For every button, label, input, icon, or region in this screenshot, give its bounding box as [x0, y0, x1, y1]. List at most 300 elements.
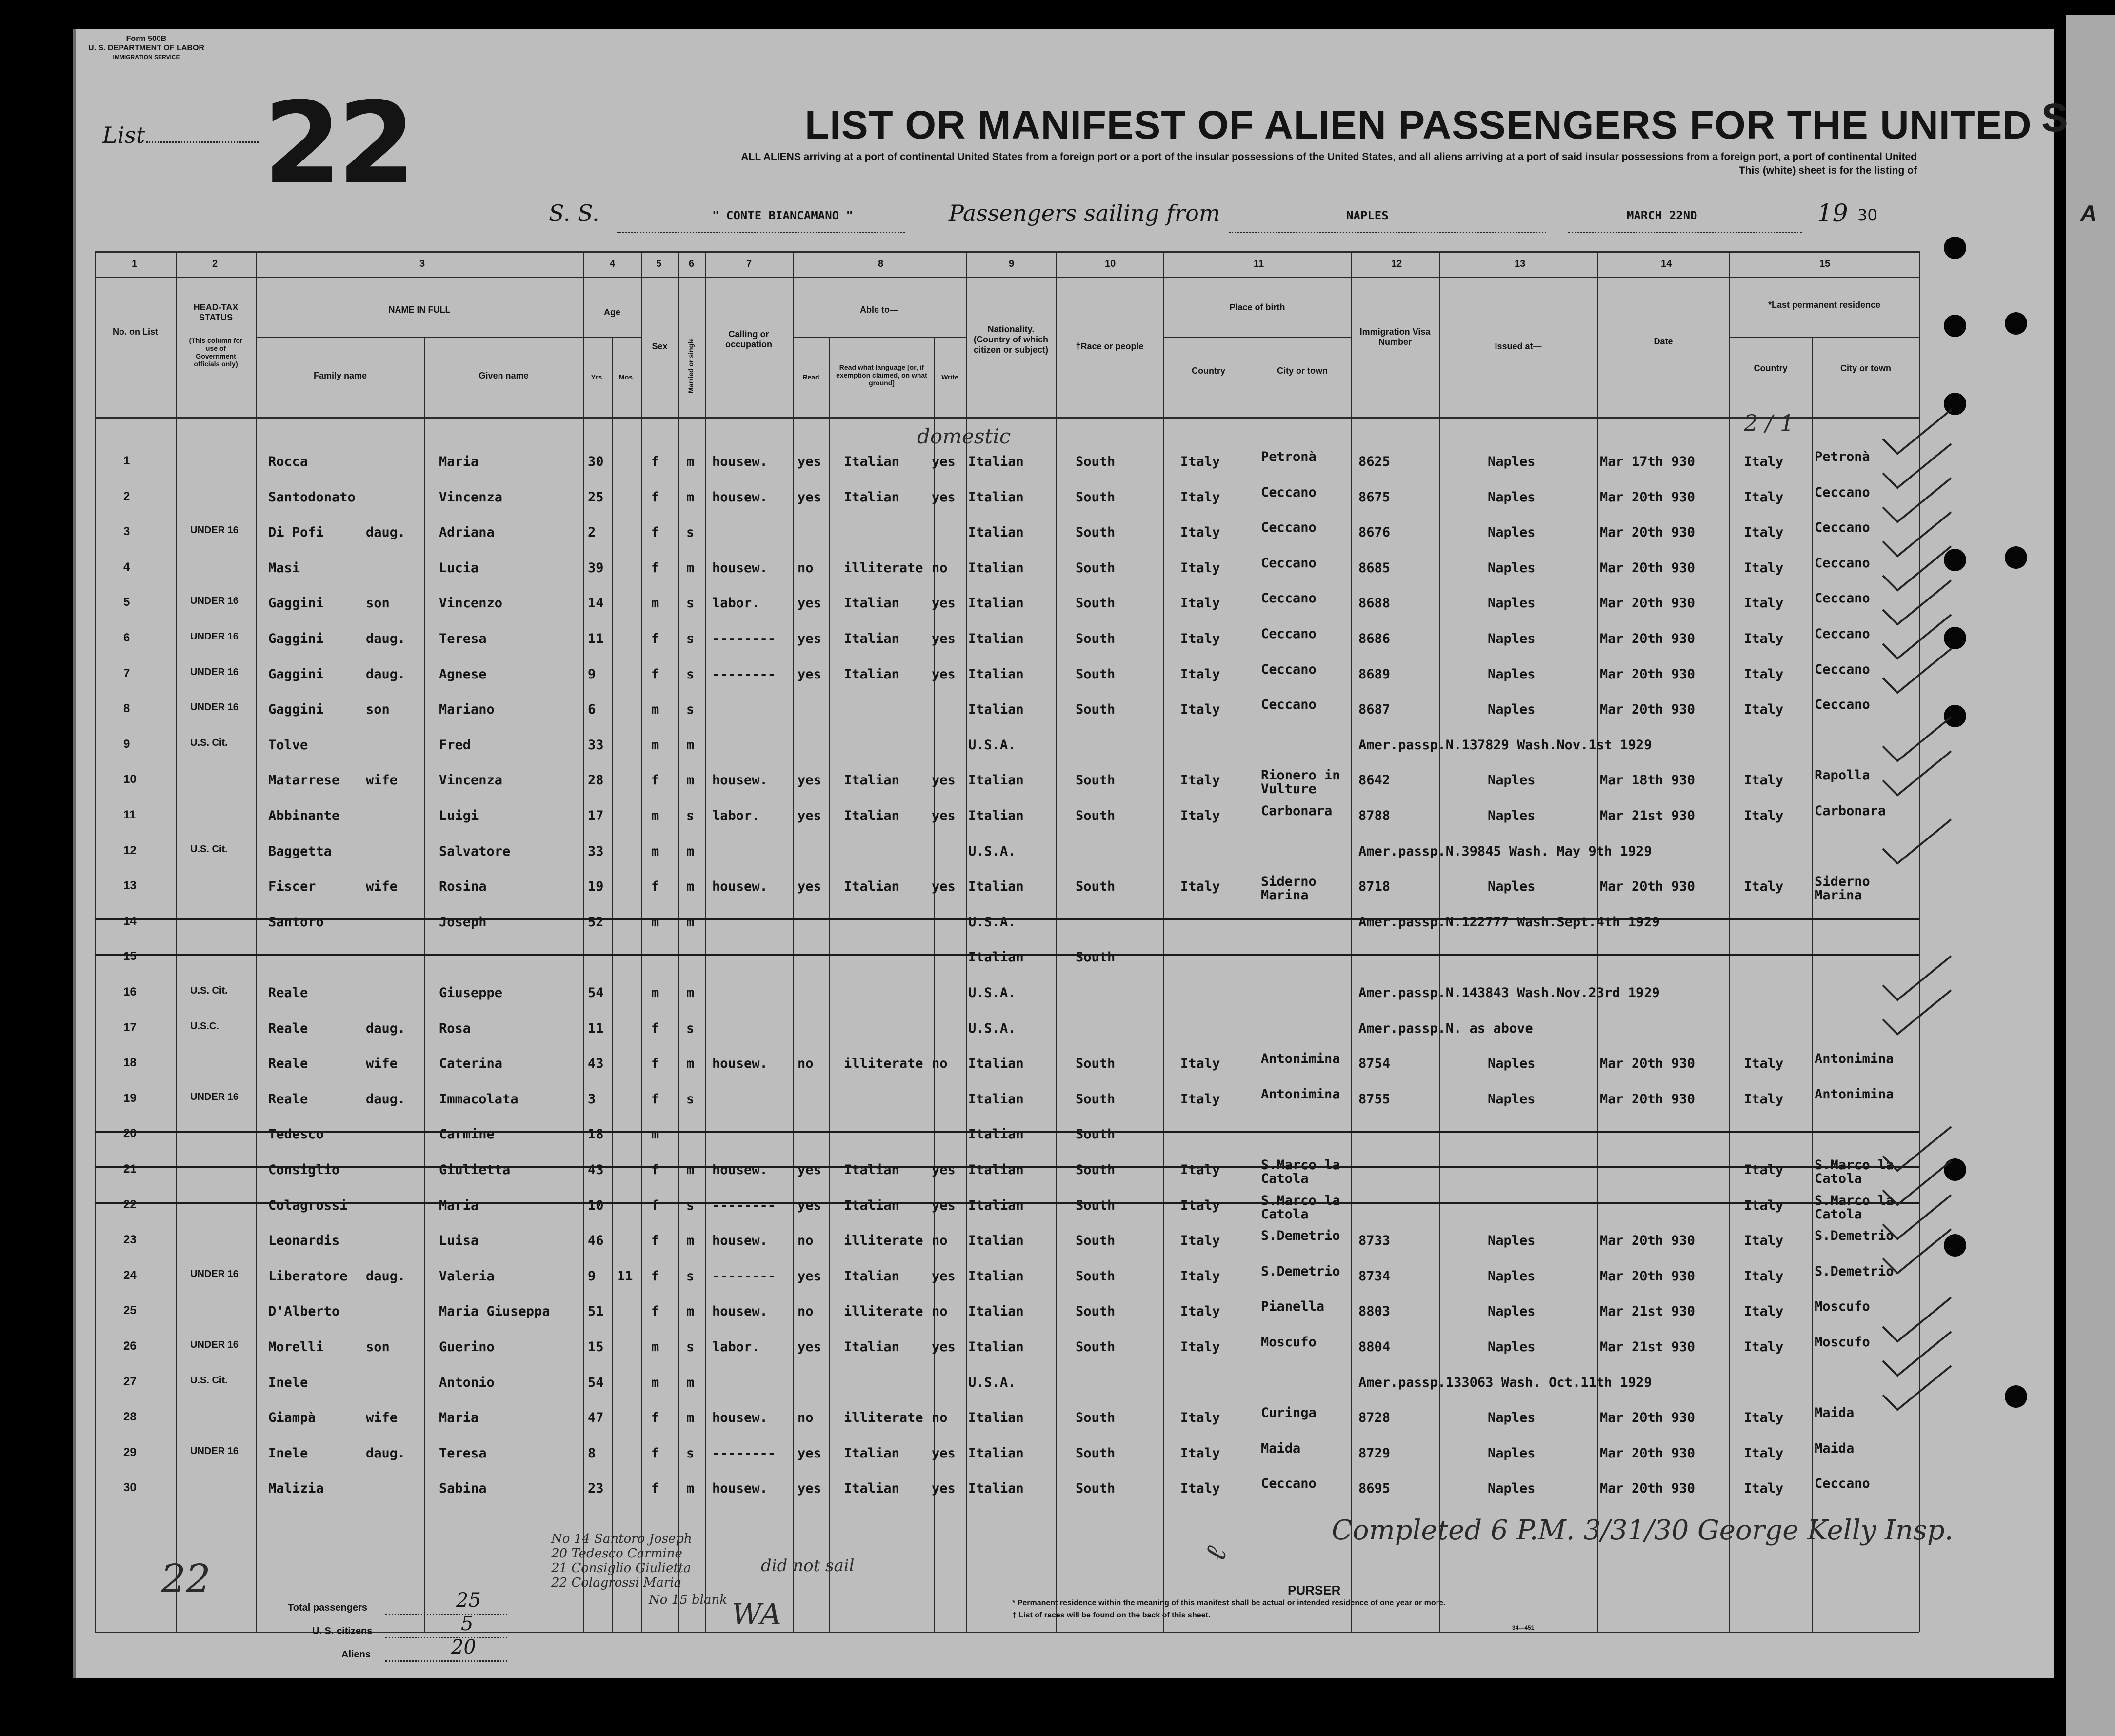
row-number: 26 [123, 1339, 137, 1353]
cell-write: no [932, 1304, 948, 1319]
cell-visa: 8688 [1358, 596, 1391, 611]
ship-dotted-line [617, 232, 905, 233]
cell-sex: m [651, 737, 659, 753]
cell-res-city: Ceccano [1815, 697, 1870, 713]
cell-res-country: Italy [1744, 1339, 1784, 1355]
purser-label: PURSER [1288, 1583, 1341, 1597]
cell-given: Valeria [439, 1268, 495, 1284]
cell-nationality: Italian [968, 1162, 1024, 1177]
header-yrs: Yrs. [591, 373, 604, 381]
cell-family: Gaggini [268, 666, 324, 682]
cell-nationality: Italian [968, 950, 1024, 965]
cell-visa: Amer.passp.N.143843 Wash.Nov.23rd 1929 [1358, 985, 1660, 1000]
next-page-edge [2066, 15, 2115, 1736]
cell-occupation: -------- [712, 1197, 776, 1213]
cell-birth-city: Ceccano [1261, 484, 1317, 500]
cell-race: South [1076, 666, 1116, 682]
cell-age: 3 [588, 1091, 596, 1107]
cell-occupation: housew. [712, 773, 768, 788]
cell-rel: son [366, 702, 390, 718]
cell-res-city: Ceccano [1815, 591, 1870, 606]
cell-occupation: labor. [712, 596, 760, 611]
column-number: 13 [1515, 259, 1526, 269]
cell-head-tax: U.S.C. [190, 1020, 219, 1032]
cell-age: 15 [588, 1339, 604, 1355]
column-number: 6 [689, 259, 695, 269]
cell-marital: s [686, 1339, 695, 1355]
column-number-divider [95, 277, 1919, 278]
cell-nationality: Italian [968, 1268, 1024, 1284]
cell-rel: daug. [366, 631, 406, 646]
cell-sex: f [651, 1020, 659, 1036]
cell-read: yes [798, 1481, 821, 1497]
cell-birth-country: Italy [1180, 702, 1220, 718]
ss-label: S. S. [549, 200, 599, 226]
cell-birth-country: Italy [1180, 1445, 1220, 1461]
cell-occupation: housew. [712, 879, 768, 895]
cell-language: illiterate [844, 560, 923, 576]
cell-mos: 11 [617, 1268, 633, 1284]
cell-res-country: Italy [1744, 489, 1784, 505]
cell-write: yes [932, 808, 956, 823]
cell-birth-city: Petronà [1261, 449, 1317, 464]
cell-res-country: Italy [1744, 1481, 1784, 1497]
cell-res-country: Italy [1744, 454, 1784, 469]
cell-write: no [932, 1233, 948, 1249]
cell-res-city: Ceccano [1815, 1476, 1870, 1492]
cell-birth-city: S.Marco la Catola [1261, 1157, 1340, 1186]
cell-occupation: housew. [712, 489, 768, 505]
cell-race: South [1076, 808, 1116, 823]
cell-issued: Naples [1488, 1481, 1536, 1497]
cell-race: South [1076, 1056, 1116, 1072]
cell-race: South [1076, 1091, 1116, 1107]
cell-age: 54 [588, 985, 604, 1000]
cell-birth-country: Italy [1180, 1268, 1220, 1284]
cell-write: yes [932, 1445, 956, 1461]
cell-issued: Naples [1488, 1056, 1536, 1072]
cell-res-city: Antonimina [1815, 1051, 1894, 1067]
subtitle-line-1: ALL ALIENS arriving at a port of continental United States from a foreign port or a port of the insular possessions of the United States, and all aliens arriving at a port of said insular possessions from a foreign port, a port of continental United [741, 151, 1917, 162]
completion-note: Completed 6 P.M. 3/31/30 George Kelly Insp. [1332, 1515, 1954, 1546]
cell-family: Leonardis [268, 1233, 340, 1249]
cell-family: Malizia [268, 1481, 324, 1497]
cell-head-tax: UNDER 16 [190, 1339, 239, 1350]
cell-birth-country: Italy [1180, 1410, 1220, 1426]
row-number: 5 [123, 596, 130, 609]
cell-family: Morelli [268, 1339, 324, 1355]
subtitle-line-2: This (white) sheet is for the listing of [1738, 165, 1917, 176]
cell-head-tax: UNDER 16 [190, 631, 239, 642]
cell-sex: m [651, 1339, 659, 1355]
cell-sex: f [651, 1056, 659, 1072]
table-row [95, 689, 1919, 724]
departure-date: MARCH 22ND [1627, 209, 1697, 222]
row-number: 24 [123, 1268, 137, 1282]
cell-date: Mar 20th 930 [1600, 1410, 1696, 1426]
footnote-residence: * Permanent residence within the meaning of this manifest shall be actual or intended residence of one year or more. [1012, 1599, 1446, 1607]
cell-age: 10 [588, 1197, 604, 1213]
cell-age: 52 [588, 914, 604, 930]
cell-given: Sabina [439, 1481, 487, 1497]
cell-occupation: housew. [712, 1304, 768, 1319]
purser-signature: ℓ [1197, 1542, 1234, 1565]
column-number: 2 [212, 259, 218, 269]
cell-marital: m [686, 879, 695, 895]
cell-marital: s [686, 1197, 695, 1213]
cell-language: Italian [844, 666, 899, 682]
row-number: 7 [123, 666, 130, 680]
cell-family: Abbinante [268, 808, 340, 823]
cell-res-city: Moscufo [1815, 1335, 1870, 1350]
cell-marital: m [686, 1233, 695, 1249]
cell-sex: f [651, 454, 659, 469]
cell-family: Baggetta [268, 843, 332, 859]
cell-nationality: Italian [968, 1339, 1024, 1355]
cell-rel: wife [366, 879, 398, 895]
header-mos: Mos. [619, 373, 635, 381]
cell-given: Rosa [439, 1020, 471, 1036]
cell-birth-city: Curinga [1261, 1405, 1317, 1421]
row-number: 17 [123, 1020, 137, 1034]
cell-date: Mar 20th 930 [1600, 702, 1696, 718]
cell-nationality: Italian [968, 596, 1024, 611]
cell-race: South [1076, 596, 1116, 611]
cell-family: Reale [268, 1091, 308, 1107]
cell-birth-city: S.Marco la Catola [1261, 1193, 1340, 1222]
cell-age: 25 [588, 489, 604, 505]
cell-age: 11 [588, 631, 604, 646]
cell-family: Inele [268, 1375, 308, 1390]
cell-visa: Amer.passp.N. as above [1358, 1020, 1533, 1036]
cell-visa: 8625 [1358, 454, 1391, 469]
cell-visa: Amer.passp.133063 Wash. Oct.11th 1929 [1358, 1375, 1652, 1390]
row-number: 18 [123, 1056, 137, 1070]
column-number: 10 [1105, 259, 1116, 269]
cell-write: yes [932, 631, 956, 646]
cell-sex: f [651, 666, 659, 682]
row-number: 8 [123, 702, 130, 716]
cell-head-tax: U.S. Cit. [190, 1375, 228, 1386]
cell-language: illiterate [844, 1056, 923, 1072]
cell-birth-country: Italy [1180, 489, 1220, 505]
cell-occupation: labor. [712, 808, 760, 823]
form-code: 34—451 [1512, 1624, 1535, 1631]
header-race: †Race or people [1076, 341, 1144, 351]
cell-age: 39 [588, 560, 604, 576]
cell-birth-country: Italy [1180, 1339, 1220, 1355]
cell-occupation: housew. [712, 1481, 768, 1497]
cell-race: South [1076, 631, 1116, 646]
cell-write: yes [932, 1481, 956, 1497]
manifest-title: LIST OR MANIFEST OF ALIEN PASSENGERS FOR THE UNITED [805, 103, 2032, 147]
cell-visa: 8689 [1358, 666, 1391, 682]
cell-date: Mar 20th 930 [1600, 1481, 1696, 1497]
cell-marital: m [686, 914, 695, 930]
did-not-sail-entry: 22 Colagrossi Maria [551, 1576, 682, 1590]
cell-family: Gaggini [268, 631, 324, 646]
cell-race: South [1076, 1410, 1116, 1426]
table-row [95, 619, 1919, 654]
cell-res-country: Italy [1744, 666, 1784, 682]
cell-given: Maria Giuseppa [439, 1304, 550, 1319]
cell-birth-city: S.Demetrio [1261, 1263, 1340, 1279]
cell-age: 11 [588, 1020, 604, 1036]
row-number: 27 [123, 1375, 137, 1388]
cell-language: Italian [844, 1197, 899, 1213]
cell-issued: Naples [1488, 1233, 1536, 1249]
cell-date: Mar 21st 930 [1600, 1304, 1696, 1319]
cell-birth-city: Ceccano [1261, 555, 1317, 571]
cell-visa: Amer.passp.N.39845 Wash. May 9th 1929 [1358, 843, 1652, 859]
cell-language: Italian [844, 808, 899, 823]
row-number: 19 [123, 1091, 137, 1105]
cell-read: yes [798, 1197, 821, 1213]
cell-nationality: Italian [968, 1056, 1024, 1072]
cell-age: 33 [588, 843, 604, 859]
cell-write: yes [932, 1268, 956, 1284]
cell-head-tax: UNDER 16 [190, 525, 239, 536]
cell-rel: daug. [366, 1445, 406, 1461]
cell-head-tax: UNDER 16 [190, 1091, 239, 1102]
row-number: 21 [123, 1162, 137, 1176]
cell-date: Mar 21st 930 [1600, 808, 1696, 823]
row-number: 10 [123, 773, 137, 786]
header-married: Married or single [687, 338, 695, 394]
cell-given: Carmine [439, 1127, 495, 1142]
cell-marital: s [686, 1020, 695, 1036]
cell-occupation: housew. [712, 1233, 768, 1249]
cell-marital: s [686, 1091, 695, 1107]
cell-occupation: labor. [712, 1339, 760, 1355]
header-date: Date [1654, 337, 1673, 346]
table-row [95, 654, 1919, 689]
cell-family: Consiglio [268, 1162, 340, 1177]
header-calling: Calling or occupation [725, 329, 772, 349]
row-number: 9 [123, 737, 130, 751]
row-number: 4 [123, 560, 130, 574]
cell-sex: f [651, 1304, 659, 1319]
cell-sex: m [651, 596, 659, 611]
column-number: 8 [878, 259, 884, 269]
cell-age: 6 [588, 702, 596, 718]
cell-write: yes [932, 773, 956, 788]
row-number: 30 [123, 1481, 137, 1495]
cell-write: no [932, 1056, 948, 1072]
cell-sex: f [651, 1091, 659, 1107]
cell-given: Luigi [439, 808, 479, 823]
cell-sex: m [651, 843, 659, 859]
date-dotted-line [1568, 232, 1802, 233]
departure-port: NAPLES [1346, 209, 1389, 222]
table-row [95, 725, 1919, 760]
cell-age: 23 [588, 1481, 604, 1497]
cell-given: Agnese [439, 666, 487, 682]
cell-read: no [798, 1304, 814, 1319]
cell-head-tax: U.S. Cit. [190, 843, 228, 855]
cell-nationality: Italian [968, 1197, 1024, 1213]
cell-language: Italian [844, 773, 899, 788]
cell-sex: f [651, 1268, 659, 1284]
cell-given: Fred [439, 737, 471, 753]
cell-rel: daug. [366, 525, 406, 540]
cell-issued: Naples [1488, 808, 1536, 823]
strike-line [95, 1202, 1919, 1204]
table-row [95, 1079, 1919, 1114]
row-number: 28 [123, 1410, 137, 1424]
us-citizens-label: U. S. citizens [312, 1626, 373, 1636]
year-suffix: 30 [1857, 206, 1877, 224]
row-number: 16 [123, 985, 137, 998]
cell-family: Reale [268, 985, 308, 1000]
cell-sex: m [651, 1127, 659, 1142]
cell-visa: 8755 [1358, 1091, 1391, 1107]
handwritten-occupation-note: domestic [917, 424, 1011, 448]
cell-age: 30 [588, 454, 604, 469]
cell-visa: 8718 [1358, 879, 1391, 895]
cell-write: yes [932, 1162, 956, 1177]
cell-sex: f [651, 1162, 659, 1177]
cell-marital: m [686, 1056, 695, 1072]
cell-race: South [1076, 950, 1116, 965]
cell-res-city: Ceccano [1815, 661, 1870, 677]
cell-birth-country: Italy [1180, 525, 1220, 540]
cell-occupation: -------- [712, 1268, 776, 1284]
cell-sex: f [651, 1233, 659, 1249]
aliens-label: Aliens [341, 1649, 371, 1660]
cell-nationality: U.S.A. [968, 914, 1016, 930]
cell-birth-city: Maida [1261, 1440, 1301, 1456]
cell-marital: m [686, 773, 695, 788]
cell-birth-country: Italy [1180, 879, 1220, 895]
column-number: 7 [746, 259, 752, 269]
cell-sex: f [651, 1197, 659, 1213]
header-write: Write [941, 373, 958, 381]
cell-race: South [1076, 560, 1116, 576]
next-page-fragment: A [2080, 200, 2097, 226]
punch-hole [2005, 312, 2027, 335]
row-number: 1 [123, 454, 130, 467]
cell-nationality: Italian [968, 560, 1024, 576]
cell-birth-city: Ceccano [1261, 591, 1317, 606]
cell-given: Maria [439, 454, 479, 469]
cell-given: Teresa [439, 631, 487, 646]
aliens-line [385, 1660, 507, 1662]
table-top-border [95, 251, 1919, 253]
cell-birth-country: Italy [1180, 454, 1220, 469]
cell-nationality: U.S.A. [968, 985, 1016, 1000]
cell-birth-city: Carbonara [1261, 803, 1333, 818]
cell-language: Italian [844, 1162, 899, 1177]
cell-race: South [1076, 1162, 1116, 1177]
cell-birth-country: Italy [1180, 1233, 1220, 1249]
cell-sex: f [651, 525, 659, 540]
cell-date: Mar 20th 930 [1600, 1445, 1696, 1461]
cell-family: Reale [268, 1056, 308, 1072]
cell-family: Fiscer [268, 879, 316, 895]
header-no-on-list: No. on List [113, 327, 158, 337]
cell-date: Mar 21st 930 [1600, 1339, 1696, 1355]
year-prefix: 19 [1817, 199, 1848, 227]
cell-age: 9 [588, 666, 596, 682]
cell-nationality: Italian [968, 808, 1024, 823]
cell-res-country: Italy [1744, 525, 1784, 540]
cell-family: Rocca [268, 454, 308, 469]
header-last-residence: *Last permanent residence [1768, 300, 1881, 310]
cell-nationality: Italian [968, 1410, 1024, 1426]
cell-write: yes [932, 666, 956, 682]
next-page-title-fragment: S [2041, 96, 2068, 140]
handwritten-initials: WA [732, 1597, 782, 1632]
cell-head-tax: UNDER 16 [190, 1445, 239, 1457]
cell-visa: 8754 [1358, 1056, 1391, 1072]
cell-rel: daug. [366, 1268, 406, 1284]
cell-language: illiterate [844, 1410, 923, 1426]
row-number: 11 [123, 808, 136, 821]
cell-read: yes [798, 1268, 821, 1284]
table-row [95, 1114, 1919, 1149]
cell-sex: m [651, 914, 659, 930]
cell-age: 43 [588, 1056, 604, 1072]
cell-visa: 8734 [1358, 1268, 1391, 1284]
table-row [95, 973, 1919, 1008]
cell-date: Mar 20th 930 [1600, 560, 1696, 576]
cell-family: Di Pofi [268, 525, 324, 540]
cell-sex: f [651, 489, 659, 505]
cell-res-city: Ceccano [1815, 626, 1870, 641]
cell-family: Inele [268, 1445, 308, 1461]
cell-marital: m [686, 737, 695, 753]
cell-family: D'Alberto [268, 1304, 340, 1319]
cell-language: Italian [844, 631, 899, 646]
handwritten-list-mark: 22 [161, 1556, 211, 1601]
cell-res-country: Italy [1744, 596, 1784, 611]
table-row [95, 512, 1919, 547]
cell-nationality: U.S.A. [968, 1020, 1016, 1036]
cell-language: Italian [844, 489, 899, 505]
table-row [95, 1397, 1919, 1433]
cell-marital: s [686, 596, 695, 611]
cell-birth-city: Siderno Marina [1261, 874, 1317, 903]
cell-birth-city: Ceccano [1261, 661, 1317, 677]
punch-hole [1944, 237, 1966, 259]
cell-res-city: Rapolla [1815, 768, 1870, 783]
cell-birth-city: Ceccano [1261, 697, 1317, 713]
cell-birth-country: Italy [1180, 1197, 1220, 1213]
cell-res-country: Italy [1744, 1162, 1784, 1177]
cell-nationality: Italian [968, 1304, 1024, 1319]
strike-line [95, 1131, 1919, 1133]
header-family-name: Family name [313, 371, 367, 380]
cell-res-city: Maida [1815, 1405, 1855, 1421]
handwritten-mark: 2 / 1 [1744, 410, 1795, 436]
cell-marital: s [686, 1445, 695, 1461]
cell-res-city: S.Demetrio [1815, 1228, 1894, 1244]
cell-res-city: Ceccano [1815, 484, 1870, 500]
cell-nationality: Italian [968, 1091, 1024, 1107]
cell-given: Salvatore [439, 843, 511, 859]
cell-occupation: housew. [712, 454, 768, 469]
cell-given: Lucia [439, 560, 479, 576]
cell-nationality: Italian [968, 773, 1024, 788]
cell-family: Santodonato [268, 489, 356, 505]
cell-read: no [798, 1056, 814, 1072]
cell-write: no [932, 560, 948, 576]
row-number: 25 [123, 1304, 137, 1317]
cell-read: no [798, 1410, 814, 1426]
cell-nationality: Italian [968, 1445, 1024, 1461]
cell-given: Caterina [439, 1056, 503, 1072]
